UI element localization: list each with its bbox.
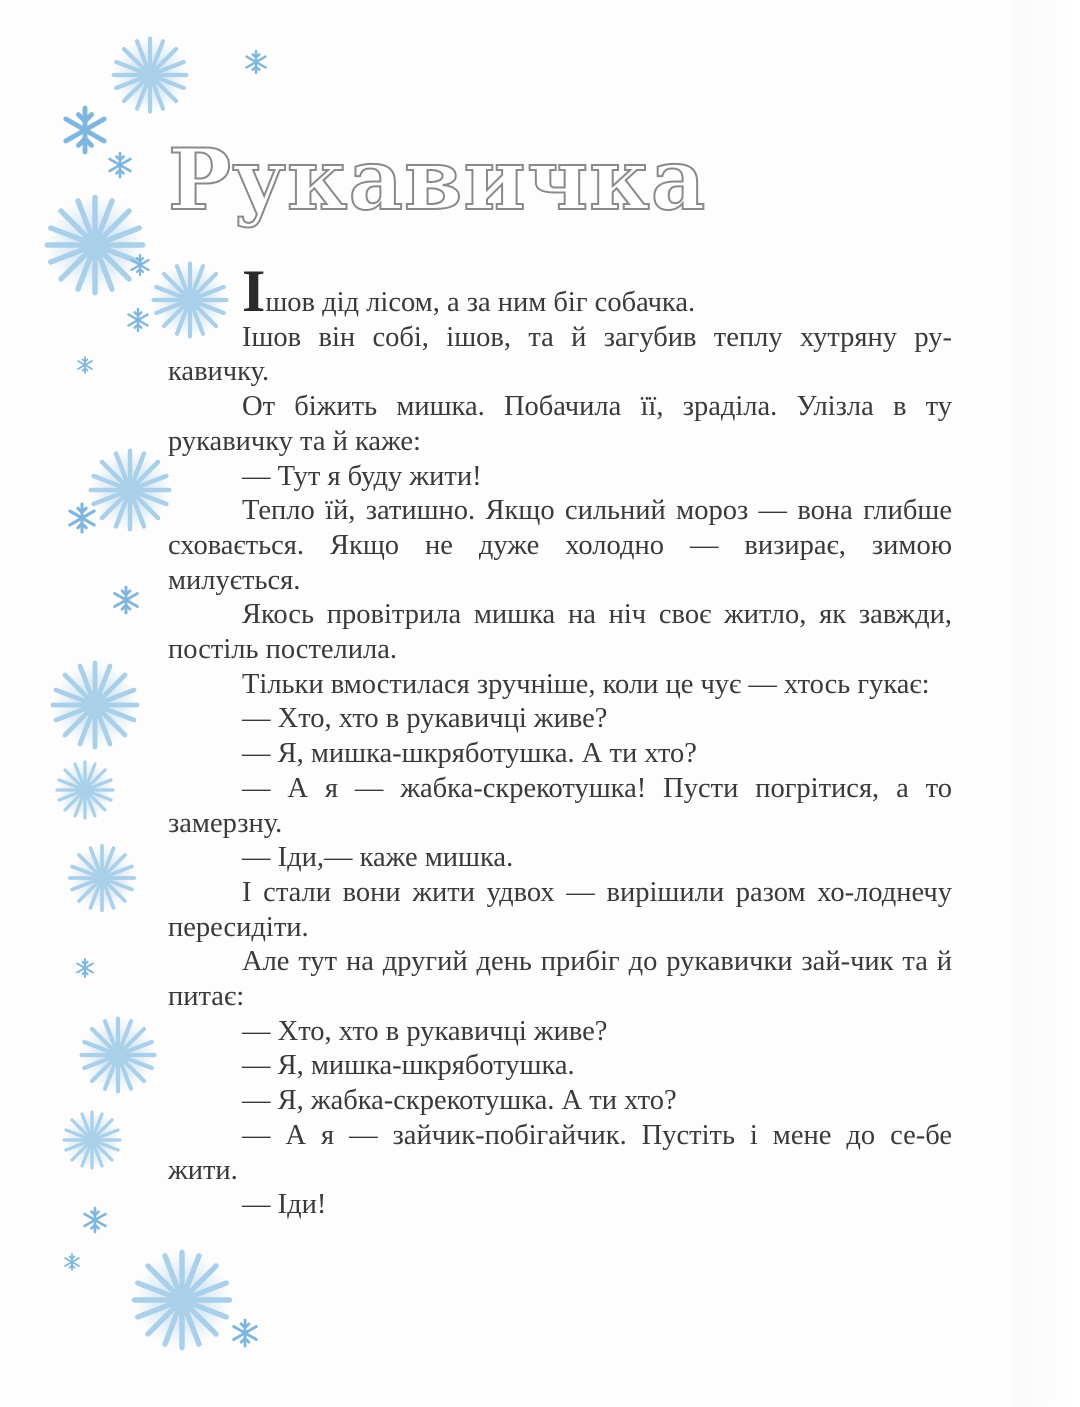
paragraph: Тільки вмостилася зручніше, коли це чує — хтось гукає: [242, 668, 930, 700]
paragraph: От біжить мишка. Побачила її, зраділа. Улізла в ту рукавичку та й каже: [168, 391, 952, 457]
paragraph: І стали вони жити удвох — вирішили разом хо-лоднечу пересидіти. [168, 876, 952, 943]
paragraph-text: шов дід лісом, а за ним біг собачка. [265, 287, 696, 318]
dialogue-line: — Я, жабка-скрекотушка. А ти хто? [242, 1085, 677, 1117]
drop-cap: І [242, 258, 266, 324]
paragraph: Якось провітрила мишка на ніч своє житло, як завжди, постіль постелила. [168, 599, 952, 666]
dialogue-line: — Іди! [242, 1189, 327, 1221]
dialogue-line: — Я, мишка-шкряботушка. [242, 1050, 575, 1082]
dialogue-line: — Іди,— каже мишка. [242, 842, 514, 874]
dialogue-line: — Хто, хто в рукавичці живе? [242, 1015, 608, 1047]
page-edge [1012, 0, 1080, 1407]
dialogue-line: — Тут я буду жити! [242, 460, 482, 492]
dialogue-line: — Я, мишка-шкряботушка. А ти хто? [242, 738, 697, 770]
paragraph: Але тут на другий день прибіг до рукавички зай-чик та й питає: [168, 946, 952, 1013]
story-text [168, 258, 952, 1223]
dialogue-line: — А я — жабка-скрекотушка! Пусти погрітися, а то замерзну. [168, 772, 952, 839]
paragraph: Ішов він собі, ішов, та й загубив теплу хутряну ру-кавичку. [168, 321, 952, 388]
story-title: Рукавичка [168, 130, 707, 229]
paragraph: Тепло їй, затишно. Якщо сильний мороз — вона глибше сховається. Якщо не дуже холодно — визирає, зимою милується. [168, 495, 952, 596]
dialogue-line: — А я — зайчик-побігайчик. Пустіть і мене до се-бе жити. [168, 1119, 952, 1186]
dialogue-line: — Хто, хто в рукавичці живе? [242, 703, 608, 735]
paragraph [168, 258, 952, 324]
